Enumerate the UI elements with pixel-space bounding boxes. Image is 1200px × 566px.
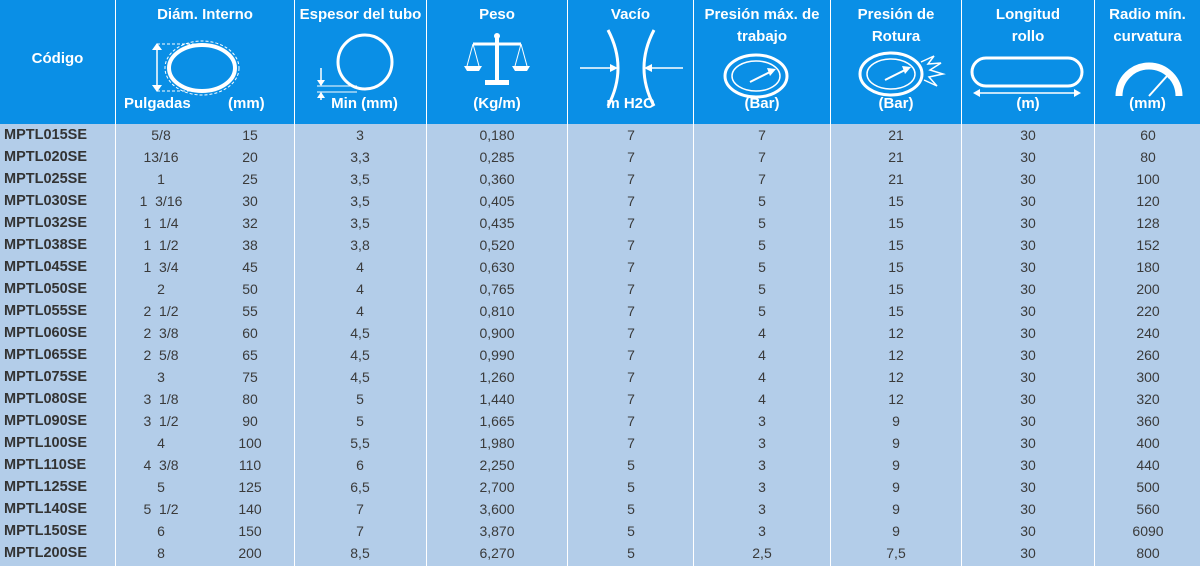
cell-peso: 1,440 — [479, 391, 515, 407]
cell-in: 2 3/8 — [143, 325, 179, 341]
table-row — [0, 300, 1200, 322]
cell-peso: 2,700 — [479, 479, 515, 495]
cell-esp: 6,5 — [350, 479, 370, 495]
cell-pmax: 7 — [758, 171, 766, 187]
cell-codigo: MPTL150SE — [4, 523, 87, 539]
cell-pmax: 5 — [758, 303, 766, 319]
header-presion-rotura — [831, 0, 961, 124]
header-vacio — [568, 0, 693, 124]
cell-in: 5/8 — [151, 127, 171, 143]
cell-radio: 180 — [1136, 259, 1160, 275]
cell-long: 30 — [1020, 149, 1036, 165]
table-body — [0, 124, 1200, 566]
cell-long: 30 — [1020, 457, 1036, 473]
cell-codigo: MPTL025SE — [4, 171, 87, 187]
cell-mm: 38 — [242, 237, 258, 253]
cell-prot: 9 — [892, 435, 900, 451]
cell-codigo: MPTL140SE — [4, 501, 87, 517]
cell-esp: 6 — [356, 457, 364, 473]
cell-codigo: MPTL090SE — [4, 413, 87, 429]
cell-esp: 3,5 — [350, 193, 370, 209]
cell-in: 1 — [157, 171, 165, 187]
header-vacio-title: Vacío — [610, 6, 651, 23]
cell-vac: 7 — [627, 435, 635, 451]
cell-mm: 75 — [242, 369, 258, 385]
cell-codigo: MPTL055SE — [4, 303, 87, 319]
cell-codigo: MPTL075SE — [4, 369, 87, 385]
cell-esp: 7 — [356, 501, 364, 517]
cell-in: 1 3/16 — [139, 193, 183, 209]
cell-vac: 7 — [627, 193, 635, 209]
cell-mm: 140 — [238, 501, 262, 517]
cell-esp: 7 — [356, 523, 364, 539]
header-codigo — [0, 0, 115, 124]
cell-radio: 500 — [1136, 479, 1160, 495]
table-row — [0, 344, 1200, 366]
cell-codigo: MPTL020SE — [4, 149, 87, 165]
cell-esp: 3,3 — [350, 149, 370, 165]
table-row — [0, 366, 1200, 388]
cell-esp: 4,5 — [350, 369, 370, 385]
cell-radio: 400 — [1136, 435, 1160, 451]
cell-in: 5 — [157, 479, 165, 495]
cell-esp: 5 — [356, 413, 364, 429]
cell-mm: 65 — [242, 347, 258, 363]
header-longitud-title-2: rollo — [1011, 28, 1045, 45]
cell-vac: 5 — [627, 523, 635, 539]
header-diametro-title: Diám. Interno — [157, 6, 253, 23]
cell-peso: 2,250 — [479, 457, 515, 473]
cell-peso: 0,810 — [479, 303, 515, 319]
cell-radio: 220 — [1136, 303, 1160, 319]
table-row — [0, 124, 1200, 146]
cell-codigo: MPTL110SE — [4, 457, 87, 473]
header-presion-max-title-1: Presión máx. de — [704, 6, 820, 23]
cell-mm: 55 — [242, 303, 258, 319]
header-presion-rotura-title-1: Presión de — [857, 6, 935, 23]
cell-mm: 200 — [238, 545, 262, 561]
cell-long: 30 — [1020, 259, 1036, 275]
cell-codigo: MPTL100SE — [4, 435, 87, 451]
cell-radio: 100 — [1136, 171, 1160, 187]
cell-mm: 20 — [242, 149, 258, 165]
header-presion-max — [694, 0, 830, 124]
table-row — [0, 476, 1200, 498]
cell-pmax: 3 — [758, 479, 766, 495]
cell-prot: 9 — [892, 523, 900, 539]
header-radio-unit: (mm) — [1129, 95, 1166, 112]
cell-radio: 440 — [1136, 457, 1160, 473]
cell-radio: 360 — [1136, 413, 1160, 429]
table-row — [0, 168, 1200, 190]
cell-long: 30 — [1020, 523, 1036, 539]
header-radio-title-2: curvatura — [1113, 28, 1182, 45]
cell-prot: 12 — [888, 347, 904, 363]
cell-in: 8 — [157, 545, 165, 561]
cell-vac: 5 — [627, 545, 635, 561]
cell-in: 4 — [157, 435, 165, 451]
cell-pmax: 5 — [758, 193, 766, 209]
cell-mm: 15 — [242, 127, 258, 143]
cell-esp: 4,5 — [350, 325, 370, 341]
cell-vac: 5 — [627, 479, 635, 495]
cell-esp: 4 — [356, 281, 364, 297]
header-presion-max-title-2: trabajo — [736, 28, 787, 45]
cell-prot: 9 — [892, 501, 900, 517]
cell-mm: 100 — [238, 435, 262, 451]
cell-peso: 0,520 — [479, 237, 515, 253]
cell-vac: 7 — [627, 347, 635, 363]
cell-in: 13/16 — [143, 149, 179, 165]
cell-prot: 15 — [888, 303, 904, 319]
cell-peso: 0,900 — [479, 325, 515, 341]
cell-prot: 12 — [888, 325, 904, 341]
table-row — [0, 322, 1200, 344]
table-row — [0, 234, 1200, 256]
cell-esp: 3,8 — [350, 237, 370, 253]
cell-codigo: MPTL060SE — [4, 325, 87, 341]
cell-pmax: 4 — [758, 325, 766, 341]
cell-codigo: MPTL125SE — [4, 479, 87, 495]
cell-peso: 3,870 — [479, 523, 515, 539]
cell-pmax: 5 — [758, 259, 766, 275]
cell-esp: 5 — [356, 391, 364, 407]
cell-in: 3 1/2 — [143, 413, 179, 429]
cell-mm: 125 — [238, 479, 262, 495]
cell-prot: 12 — [888, 369, 904, 385]
header-longitud — [962, 0, 1094, 124]
cell-mm: 80 — [242, 391, 258, 407]
cell-mm: 60 — [242, 325, 258, 341]
cell-vac: 7 — [627, 259, 635, 275]
cell-long: 30 — [1020, 237, 1036, 253]
table-row — [0, 542, 1200, 564]
cell-long: 30 — [1020, 369, 1036, 385]
cell-esp: 3,5 — [350, 215, 370, 231]
cell-vac: 7 — [627, 127, 635, 143]
cell-in: 2 5/8 — [143, 347, 179, 363]
cell-mm: 30 — [242, 193, 258, 209]
cell-prot: 15 — [888, 237, 904, 253]
header-vacio-unit: m H2O — [606, 95, 655, 112]
cell-radio: 60 — [1140, 127, 1156, 143]
header-peso-title: Peso — [479, 6, 515, 23]
cell-esp: 4,5 — [350, 347, 370, 363]
header-peso — [427, 0, 567, 124]
cell-long: 30 — [1020, 501, 1036, 517]
cell-prot: 15 — [888, 259, 904, 275]
cell-peso: 0,285 — [479, 149, 515, 165]
header-codigo-label: Código — [31, 50, 84, 67]
cell-pmax: 3 — [758, 435, 766, 451]
table-row — [0, 388, 1200, 410]
cell-prot: 15 — [888, 215, 904, 231]
cell-pmax: 4 — [758, 369, 766, 385]
cell-peso: 0,990 — [479, 347, 515, 363]
header-diametro-unit-in: Pulgadas — [124, 95, 191, 112]
cell-codigo: MPTL038SE — [4, 237, 87, 253]
table-row — [0, 410, 1200, 432]
cell-long: 30 — [1020, 281, 1036, 297]
cell-prot: 9 — [892, 479, 900, 495]
table-row — [0, 146, 1200, 168]
cell-peso: 3,600 — [479, 501, 515, 517]
cell-pmax: 7 — [758, 127, 766, 143]
cell-vac: 7 — [627, 303, 635, 319]
cell-peso: 0,180 — [479, 127, 515, 143]
cell-prot: 21 — [888, 149, 904, 165]
cell-long: 30 — [1020, 193, 1036, 209]
cell-vac: 5 — [627, 457, 635, 473]
cell-in: 6 — [157, 523, 165, 539]
cell-in: 1 1/2 — [143, 237, 179, 253]
cell-vac: 7 — [627, 325, 635, 341]
cell-long: 30 — [1020, 215, 1036, 231]
cell-in: 5 1/2 — [143, 501, 179, 517]
cell-long: 30 — [1020, 347, 1036, 363]
cell-codigo: MPTL050SE — [4, 281, 87, 297]
cell-pmax: 2,5 — [752, 545, 772, 561]
cell-esp: 8,5 — [350, 545, 370, 561]
cell-esp: 5,5 — [350, 435, 370, 451]
cell-long: 30 — [1020, 325, 1036, 341]
header-espesor — [295, 0, 426, 124]
cell-pmax: 7 — [758, 149, 766, 165]
cell-in: 4 3/8 — [143, 457, 179, 473]
cell-radio: 200 — [1136, 281, 1160, 297]
cell-mm: 45 — [242, 259, 258, 275]
header-presion-max-unit: (Bar) — [744, 95, 780, 112]
cell-peso: 0,765 — [479, 281, 515, 297]
cell-mm: 90 — [242, 413, 258, 429]
cell-mm: 150 — [238, 523, 262, 539]
cell-prot: 15 — [888, 281, 904, 297]
table-row — [0, 256, 1200, 278]
cell-radio: 560 — [1136, 501, 1160, 517]
cell-radio: 6090 — [1132, 523, 1164, 539]
cell-prot: 15 — [888, 193, 904, 209]
cell-mm: 25 — [242, 171, 258, 187]
cell-mm: 32 — [242, 215, 258, 231]
header-espesor-title: Espesor del tubo — [299, 6, 422, 23]
header-diametro — [116, 0, 294, 124]
cell-esp: 3 — [356, 127, 364, 143]
cell-vac: 7 — [627, 369, 635, 385]
cell-esp: 3,5 — [350, 171, 370, 187]
table-row — [0, 190, 1200, 212]
cell-vac: 7 — [627, 391, 635, 407]
cell-peso: 1,980 — [479, 435, 515, 451]
cell-codigo: MPTL015SE — [4, 127, 87, 143]
cell-pmax: 5 — [758, 237, 766, 253]
cell-pmax: 5 — [758, 281, 766, 297]
cell-peso: 0,435 — [479, 215, 515, 231]
cell-mm: 50 — [242, 281, 258, 297]
cell-codigo: MPTL032SE — [4, 215, 87, 231]
table-row — [0, 278, 1200, 300]
cell-long: 30 — [1020, 127, 1036, 143]
cell-vac: 7 — [627, 237, 635, 253]
cell-codigo: MPTL080SE — [4, 391, 87, 407]
cell-radio: 320 — [1136, 391, 1160, 407]
cell-radio: 120 — [1136, 193, 1160, 209]
cell-prot: 21 — [888, 127, 904, 143]
cell-codigo: MPTL045SE — [4, 259, 87, 275]
cell-esp: 4 — [356, 259, 364, 275]
cell-vac: 7 — [627, 149, 635, 165]
cell-in: 2 1/2 — [143, 303, 179, 319]
cell-long: 30 — [1020, 435, 1036, 451]
cell-peso: 1,260 — [479, 369, 515, 385]
cell-radio: 128 — [1136, 215, 1160, 231]
cell-radio: 152 — [1136, 237, 1160, 253]
table-row — [0, 432, 1200, 454]
cell-pmax: 3 — [758, 457, 766, 473]
cell-in: 3 — [157, 369, 165, 385]
cell-long: 30 — [1020, 545, 1036, 561]
cell-pmax: 3 — [758, 523, 766, 539]
cell-long: 30 — [1020, 479, 1036, 495]
cell-codigo: MPTL200SE — [4, 545, 87, 561]
header-longitud-unit: (m) — [1016, 95, 1040, 112]
cell-vac: 7 — [627, 215, 635, 231]
cell-peso: 1,665 — [479, 413, 515, 429]
header-peso-unit: (Kg/m) — [473, 95, 521, 112]
header-longitud-title-1: Longitud — [995, 6, 1061, 23]
table-row — [0, 212, 1200, 234]
header-radio-title-1: Radio mín. — [1109, 6, 1186, 23]
cell-long: 30 — [1020, 303, 1036, 319]
cell-vac: 7 — [627, 413, 635, 429]
cell-codigo: MPTL030SE — [4, 193, 87, 209]
cell-vac: 7 — [627, 281, 635, 297]
cell-peso: 6,270 — [479, 545, 515, 561]
cell-pmax: 3 — [758, 501, 766, 517]
cell-pmax: 3 — [758, 413, 766, 429]
cell-radio: 800 — [1136, 545, 1160, 561]
cell-long: 30 — [1020, 391, 1036, 407]
cell-long: 30 — [1020, 171, 1036, 187]
cell-pmax: 4 — [758, 391, 766, 407]
cell-pmax: 5 — [758, 215, 766, 231]
table-header — [0, 0, 1200, 124]
cell-in: 1 3/4 — [143, 259, 179, 275]
cell-peso: 0,630 — [479, 259, 515, 275]
cell-in: 1 1/4 — [143, 215, 179, 231]
table-row — [0, 520, 1200, 542]
cell-prot: 7,5 — [886, 545, 906, 561]
cell-radio: 300 — [1136, 369, 1160, 385]
cell-in: 2 — [157, 281, 165, 297]
cell-prot: 12 — [888, 391, 904, 407]
cell-radio: 260 — [1136, 347, 1160, 363]
cell-vac: 7 — [627, 171, 635, 187]
table-row — [0, 454, 1200, 476]
cell-peso: 0,405 — [479, 193, 515, 209]
cell-long: 30 — [1020, 413, 1036, 429]
cell-radio: 80 — [1140, 149, 1156, 165]
header-presion-rotura-title-2: Rotura — [871, 28, 921, 45]
cell-radio: 240 — [1136, 325, 1160, 341]
table-row — [0, 498, 1200, 520]
cell-in: 3 1/8 — [143, 391, 179, 407]
cell-peso: 0,360 — [479, 171, 515, 187]
header-diametro-unit-mm: (mm) — [228, 95, 265, 112]
header-espesor-unit: Min (mm) — [331, 95, 398, 112]
cell-codigo: MPTL065SE — [4, 347, 87, 363]
cell-prot: 9 — [892, 413, 900, 429]
cell-pmax: 4 — [758, 347, 766, 363]
header-presion-rotura-unit: (Bar) — [878, 95, 914, 112]
cell-vac: 5 — [627, 501, 635, 517]
cell-prot: 21 — [888, 171, 904, 187]
cell-mm: 110 — [238, 457, 262, 473]
cell-esp: 4 — [356, 303, 364, 319]
cell-prot: 9 — [892, 457, 900, 473]
header-radio — [1095, 0, 1200, 124]
